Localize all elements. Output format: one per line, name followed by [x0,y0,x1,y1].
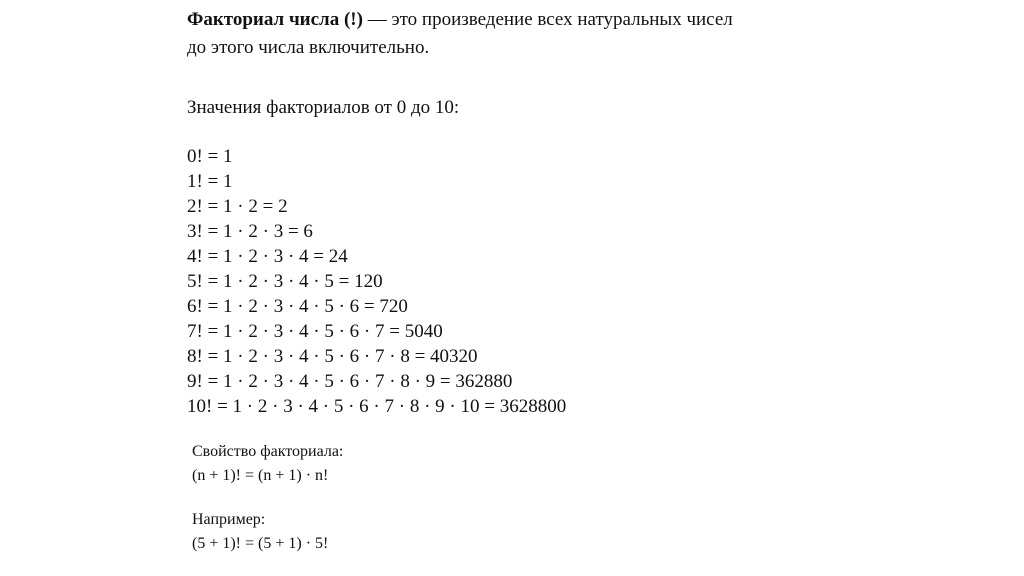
example-formula: (5 + 1)! = (5 + 1) · 5! [192,535,329,552]
factorial-item-6: 6! = 1 · 2 · 3 · 4 · 5 · 6 = 720 [187,296,408,317]
property-formula: (n + 1)! = (n + 1) · n! [192,467,329,484]
factorial-item-2: 2! = 1 · 2 = 2 [187,196,288,217]
property-title: Свойство факториала: [192,443,344,460]
factorial-values-heading: Значения факториалов от 0 до 10: [187,97,460,118]
factorial-property-block [192,440,343,488]
definition-text: — это произведение всех натуральных чисел [362,9,733,30]
factorial-item-7: 7! = 1 · 2 · 3 · 4 · 5 · 6 · 7 = 5040 [187,321,443,342]
factorial-item-4: 4! = 1 · 2 · 3 · 4 = 24 [187,246,348,267]
definition-line-1 [187,6,887,34]
factorial-item-0: 0! = 1 [187,146,233,167]
factorial-item-3: 3! = 1 · 2 · 3 = 6 [187,221,313,242]
factorial-item-1: 1! = 1 [187,171,233,192]
factorial-item-10: 10! = 1 · 2 · 3 · 4 · 5 · 6 · 7 · 8 · 9 · 10 = 3628800 [187,396,567,417]
definition-term: Факториал числа (!) [187,9,363,30]
definition-line-2: до этого числа включительно. [187,37,430,58]
definition-paragraph [187,6,887,62]
factorial-item-9: 9! = 1 · 2 · 3 · 4 · 5 · 6 · 7 · 8 · 9 = 362880 [187,371,513,392]
factorial-list [187,144,566,419]
example-block [192,508,328,556]
factorial-item-5: 5! = 1 · 2 · 3 · 4 · 5 = 120 [187,271,383,292]
example-title: Например: [192,511,266,528]
factorial-item-8: 8! = 1 · 2 · 3 · 4 · 5 · 6 · 7 · 8 = 40320 [187,346,478,367]
